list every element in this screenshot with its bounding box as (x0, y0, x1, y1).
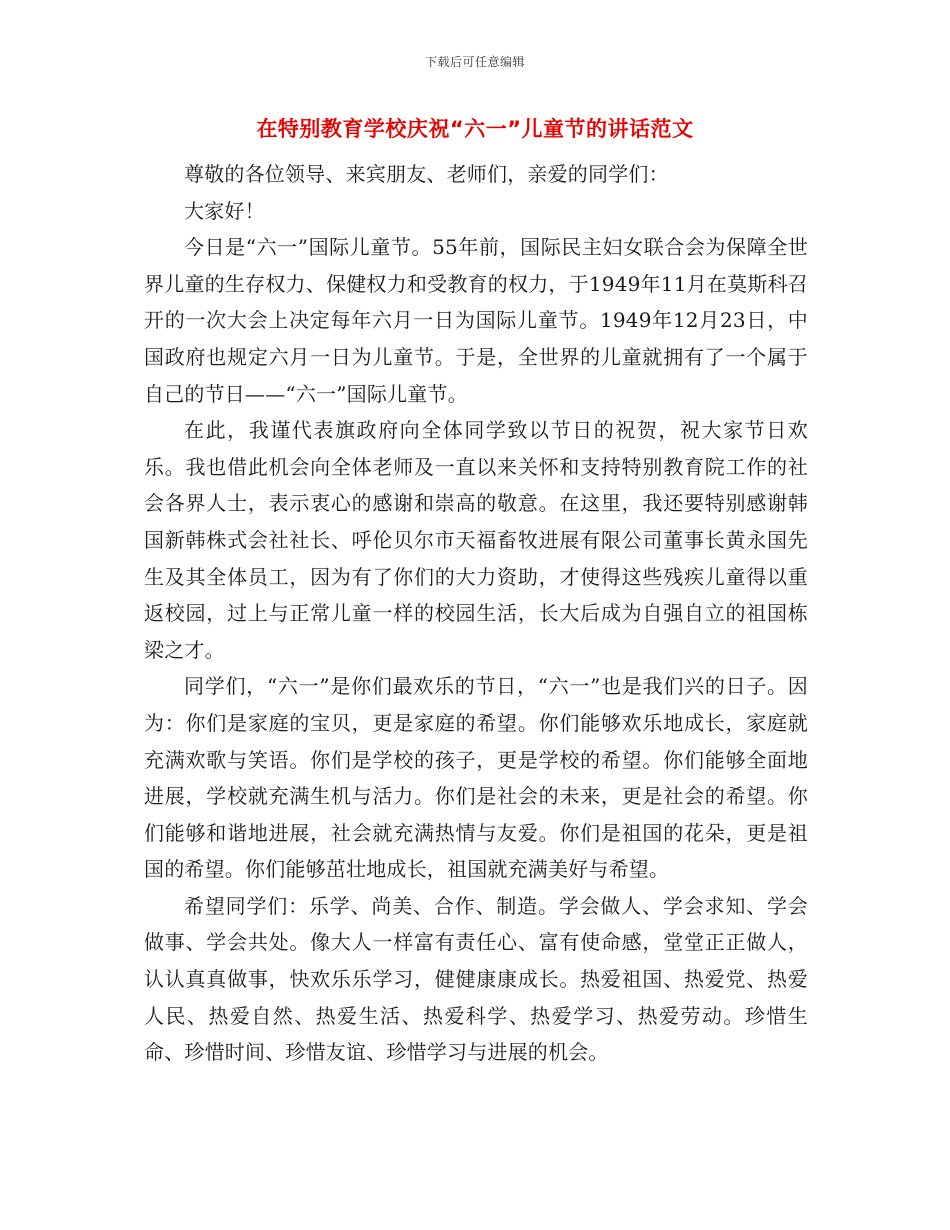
document-title: 在特别教育学校庆祝“六一”儿童节的讲话范文 (256, 117, 694, 141)
document-body (144, 156, 808, 1071)
greeting-line: 尊敬的各位领导、来宾朋友、老师们，亲爱的同学们： (184, 162, 669, 186)
paragraph-2: 在此，我谨代表旗政府向全体同学致以节日的祝贺，祝大家节日欢乐。我也借此机会向全体老师及一直以来关怀和支持特别教育院工作的社会各界人士，表示衷心的感谢和崇高的敬意。在这里，我还要特别感谢韩国新韩株式会社社长、呼伦贝尔市天福畜牧进展有限公司董事长黄永国先生及其全体员工，因为有了你们的大力资助，才使得这些残疾儿童得以重返校园，过上与正常儿童一样的校园生活，长大后成为自强自立的祖国栋梁之才。 (144, 418, 808, 662)
salutation-line: 大家好！ (184, 198, 265, 223)
header-note: 下载后可任意编辑 (424, 55, 525, 69)
paragraph-4: 希望同学们：乐学、尚美、合作、制造。学会做人、学会求知、学会做事、学会共处。像大人一样富有责任心、富有使命感，堂堂正正做人，认认真真做事，快欢乐乐学习，健健康康成长。热爱祖国、热爱党、热爱人民、热爱自然、热爱生活、热爱科学、热爱学习、热爱劳动。珍惜生命、珍惜时间、珍惜友谊、珍惜学习与进展的机会。 (144, 893, 808, 1065)
paragraph-3: 同学们，“六一”是你们最欢乐的节日，“六一”也是我们兴的日子。因为：你们是家庭的宝贝，更是家庭的希望。你们能够欢乐地成长，家庭就充满欢歌与笑语。你们是学校的孩子，更是学校的希望。你们能够全面地进展，学校就充满生机与活力。你们是社会的未来，更是社会的希望。你们能够和谐地进展，社会就充满热情与友爱。你们是祖国的花朵，更是祖国的希望。你们能够茁壮地成长，祖国就充满美好与希望。 (144, 674, 808, 882)
paragraph-1: 今日是“六一”国际儿童节。55年前，国际民主妇女联合会为保障全世界儿童的生存权力、保健权力和受教育的权力，于1949年11月在莫斯科召开的一次大会上决定每年六月一日为国际儿童节。1949年12月23日，中国政府也规定六月一日为儿童节。于是，全世界的儿童就拥有了一个属于自己的节日——“六一”国际儿童节。 (144, 235, 808, 406)
